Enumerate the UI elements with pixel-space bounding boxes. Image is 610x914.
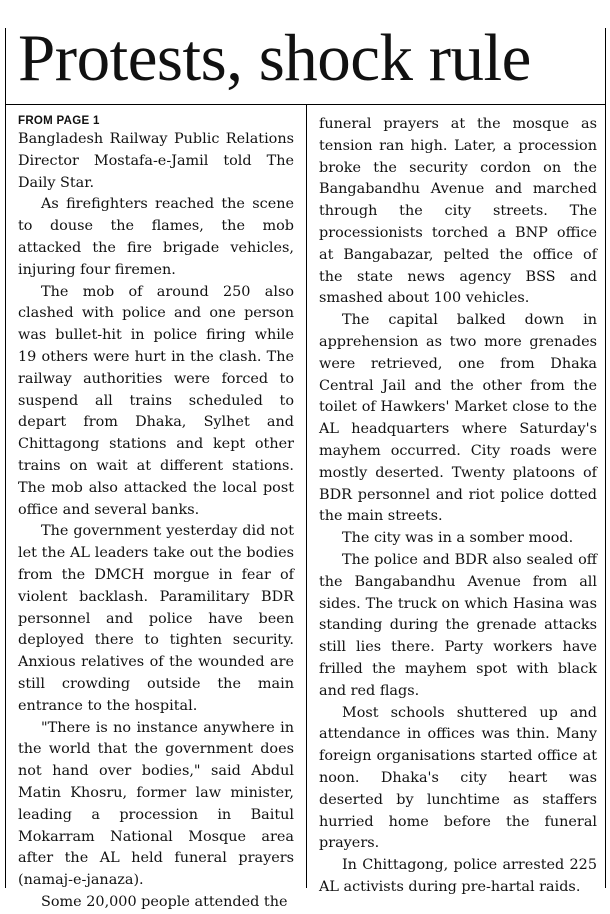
paragraph: Most schools shuttered up and attendance in offices was thin. Many foreign organisations started office at noon. Dhaka's city heart was deserted by lunchtime as staffers hurried home before the funeral prayers. (319, 704, 597, 852)
article-column-left (18, 114, 294, 914)
paragraph: The city was in a somber mood. (342, 530, 574, 547)
paragraph: The mob of around 250 also clashed with police and one person was bullet-hit in police firing while 19 others were hurt in the clash. The railway authorities were forced to suspend all trains scheduled to depart from Dhaka, Sylhet and Chittagong stations and kept other trains on wait at different stations. The mob also attacked the local post office and several banks. (18, 283, 294, 518)
kicker-from-page-1: FROM PAGE 1 (18, 115, 100, 127)
article-column-right (319, 114, 597, 899)
right-border-rule (605, 28, 606, 888)
paragraph: The police and BDR also sealed off the Bangabandhu Avenue from all sides. The truck on which Hasina was standing during the grenade attacks still lies there. Party workers have frilled the mayhem spot with black and red flags. (319, 551, 597, 699)
paragraph: As firefighters reached the scene to douse the flames, the mob attacked the fire brigade vehicles, injuring four firemen. (18, 196, 294, 278)
paragraph: Some 20,000 people attended the (41, 893, 288, 910)
paragraph: "There is no instance anywhere in the world that the government does not hand over bodies," said Abdul Matin Khosru, former law minister, leading a procession in Baitul Mokarram National Mosque area after the AL held funeral prayers (namaj-e-janaza). (18, 719, 294, 889)
paragraph: The capital balked down in apprehension as two more grenades were retrieved, one from Dhaka Central Jail and the other from the toilet of Hawkers' Market close to the AL headquarters where Saturday's mayhem occurred. City roads were mostly deserted. Twenty platoons of BDR personnel and riot police dotted the main streets. (319, 312, 597, 525)
column-divider-rule (306, 104, 307, 888)
paragraph: funeral prayers at the mosque as tension ran high. Later, a procession broke the security cordon on the Bangabandhu Avenue and marched through the city streets. The processionists torched a BNP office at Bangabazar, pelted the office of the state news agency BSS and smashed about 100 vehicles. (319, 116, 597, 307)
left-border-rule (5, 28, 6, 888)
paragraph: In Chittagong, police arrested 225 AL activists during pre-hartal raids. (319, 857, 597, 895)
paragraph: The government yesterday did not let the AL leaders take out the bodies from the DMCH morgue in fear of violent backlash. Paramilitary BDR personnel and police have been deployed there to tighten security. Anxious relatives of the wounded are still crowding outside the main entrance to the hospital. (18, 523, 294, 714)
paragraph: Bangladesh Railway Public Relations Director Mostafa-e-Jamil told The Daily Star. (18, 131, 294, 191)
headline: Protests, shock rule (18, 21, 531, 95)
